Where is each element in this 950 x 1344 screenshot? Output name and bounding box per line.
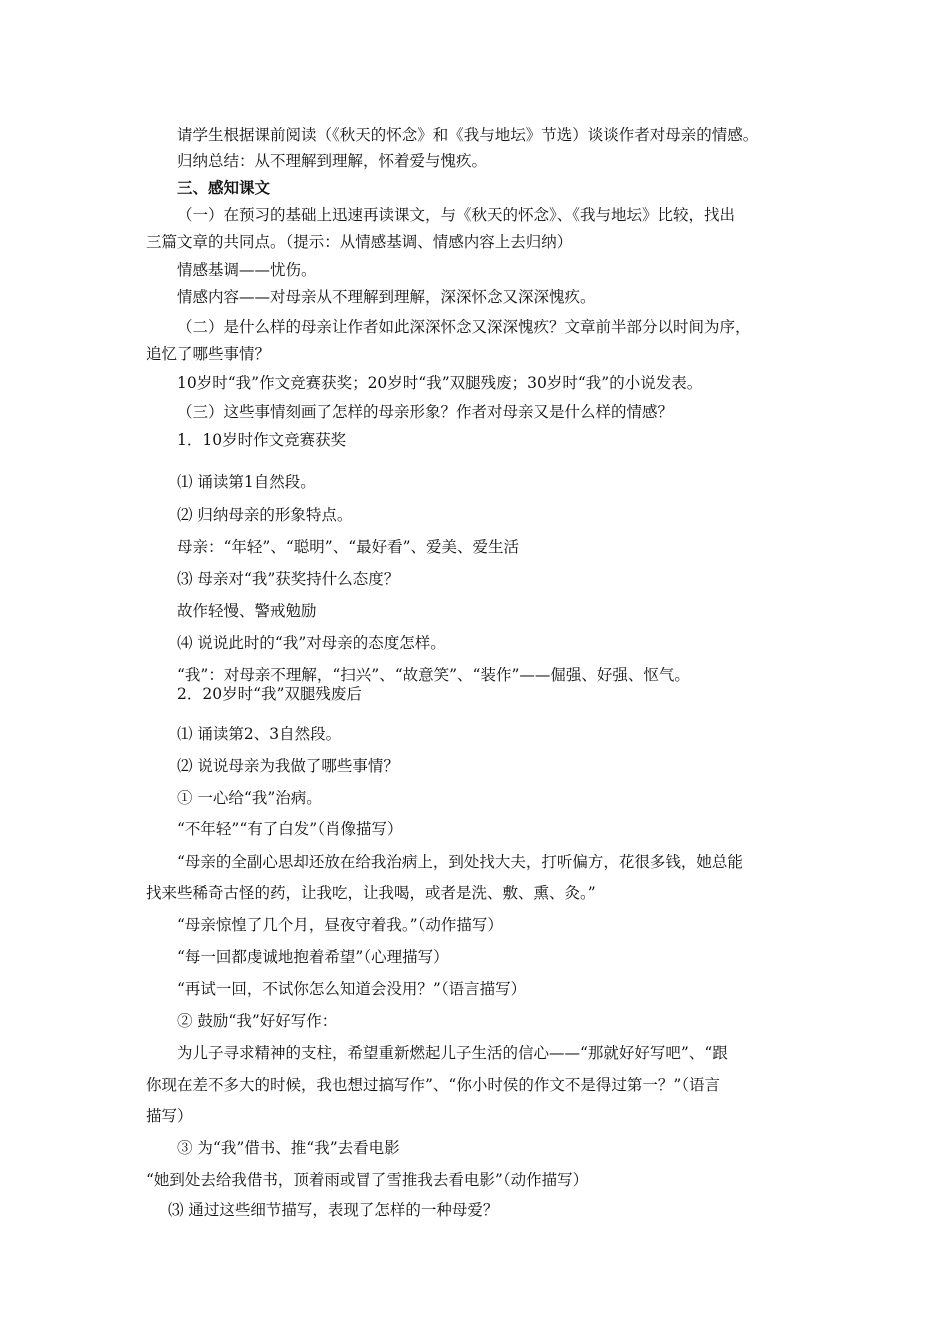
text-line: ⑷ 说说此时的“我”对母亲的态度怎样。 — [177, 634, 446, 652]
subheading: 2．20岁时“我”双腿残废后 — [177, 685, 362, 703]
text-line: 请学生根据课前阅读（《秋天的怀念》和《我与地坛》节选）谈谈作者对母亲的情感。 — [177, 126, 759, 144]
text-line: “不年轻”“有了白发”（肖像描写） — [177, 820, 403, 838]
text-line: 情感基调——忧伤。 — [177, 261, 317, 279]
text-line: 你现在差不多大的时候，我也想过搞写作”、“你小时侯的作文不是得过第一？”（语言 — [146, 1076, 721, 1094]
text-line: “每一回都虔诚地抱着希望”（心理描写） — [177, 948, 449, 966]
text-line: （一）在预习的基础上迅速再读课文，与《秋天的怀念》、《我与地坛》比较，找出 — [177, 206, 736, 224]
text-line: 追忆了哪些事情？ — [146, 345, 271, 363]
text-line: “母亲的全副心思却还放在给我治病上，到处找大夫，打听偏方，花很多钱，她总能 — [177, 853, 743, 871]
text-line: 故作轻慢、警戒勉励 — [177, 602, 317, 620]
text-line: 归纳总结：从不理解到理解，怀着爱与愧疚。 — [177, 152, 488, 170]
text-line: 10岁时“我”作文竞赛获奖；20岁时“我”双腿残废；30岁时“我”的小说发表。 — [177, 374, 703, 392]
text-line: 为儿子寻求精神的支柱，希望重新燃起儿子生活的信心——“那就好好写吧”、“跟 — [177, 1044, 728, 1062]
text-line: ① 一心给“我”治病。 — [177, 789, 322, 807]
text-line: “再试一回，不试你怎么知道会没用？”（语言描写） — [177, 980, 527, 998]
text-line: 情感内容——对母亲从不理解到理解，深深怀念又深深愧疚。 — [177, 288, 596, 306]
text-line: “母亲惊惶了几个月，昼夜守着我。”（动作描写） — [177, 916, 503, 934]
text-line: ② 鼓励“我”好好写作： — [177, 1012, 338, 1030]
text-line: “她到处去给我借书，顶着雨或冒了雪推我去看电影”（动作描写） — [146, 1171, 589, 1189]
text-line: ⑵ 说说母亲为我做了哪些事情？ — [177, 757, 399, 775]
text-line: （三）这些事情刻画了怎样的母亲形象？作者对母亲又是什么样的情感？ — [177, 403, 674, 421]
text-line: ⑴ 诵读第2、3自然段。 — [177, 725, 342, 743]
text-line: ③ 为“我”借书、推“我”去看电影 — [177, 1139, 400, 1157]
text-line: 找来些稀奇古怪的药，让我吃，让我喝，或者是洗、敷、熏、灸。” — [146, 884, 596, 902]
subheading: 1．10岁时作文竞赛获奖 — [177, 431, 347, 449]
text-line: 描写） — [146, 1107, 193, 1125]
text-line: 三篇文章的共同点。（提示：从情感基调、情感内容上去归纳） — [146, 233, 573, 251]
text-line: “我”：对母亲不理解，“扫兴”、“故意笑”、“装作”——倔强、好强、怄气。 — [177, 666, 690, 684]
text-line: 母亲：“年轻”、“聪明”、“最好看”、爱美、爱生活 — [177, 538, 520, 556]
section-heading: 三、感知课文 — [177, 178, 271, 197]
text-line: ⑵ 归纳母亲的形象特点。 — [177, 506, 353, 524]
text-line: ⑶ 通过这些细节描写，表现了怎样的一种母爱？ — [168, 1201, 499, 1219]
text-line: ⑴ 诵读第1自然段。 — [177, 473, 316, 491]
text-line: （二）是什么样的母亲让作者如此深深怀念又深深愧疚？文章前半部分以时间为序， — [177, 318, 751, 336]
text-line: ⑶ 母亲对“我”获奖持什么态度？ — [177, 570, 400, 588]
